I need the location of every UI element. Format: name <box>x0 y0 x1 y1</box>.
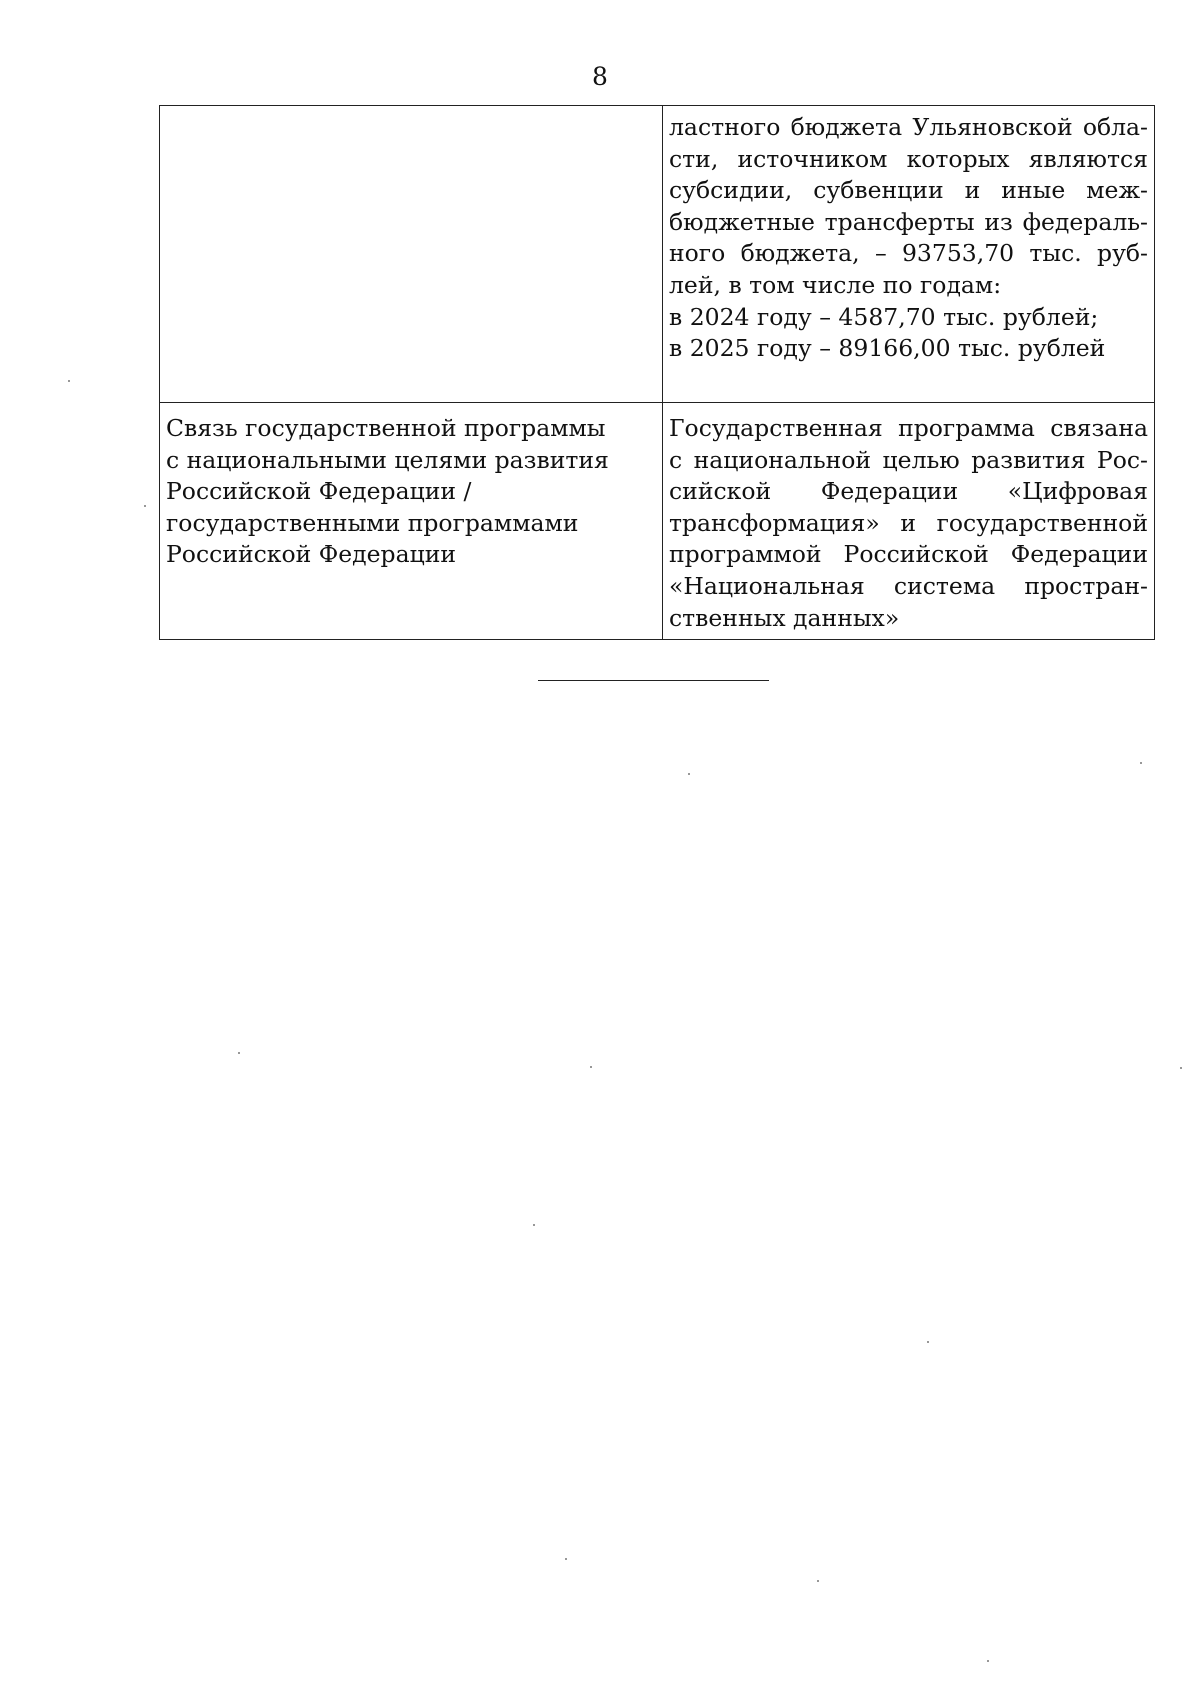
budget-text-line: ного бюджета, – 93753,70 тыс. руб- <box>669 239 1148 268</box>
label-line: с национальными целями развития <box>166 445 609 474</box>
label-line: Связь государственной программы <box>166 414 606 442</box>
goals-text-line: трансформация» и государственной <box>669 508 1148 537</box>
program-passport-table <box>159 105 1155 640</box>
page-number: 8 <box>592 62 608 91</box>
label-line: государственными программами <box>166 508 579 537</box>
budget-year-2024-line: в 2024 году – 4587,70 тыс. рублей; <box>669 302 1099 331</box>
scan-speck <box>1140 762 1142 764</box>
budget-text-line: ластного бюджета Ульяновской обла- <box>669 113 1148 141</box>
table-row-national-goals <box>160 403 1155 640</box>
scan-speck <box>68 380 70 382</box>
goals-text-line: сийской Федерации «Цифровая <box>669 477 1148 506</box>
budget-text-line: субсидии, субвенции и иные меж- <box>669 176 1148 205</box>
budget-text-line: сти, источником которых являются <box>669 144 1148 173</box>
scan-speck <box>144 505 146 507</box>
goals-text-line: Государственная программа связана <box>669 414 1148 442</box>
table-cell-budget-text <box>663 106 1155 403</box>
end-of-document-rule <box>538 680 769 681</box>
label-line: Российской Федерации <box>166 540 457 569</box>
scan-speck <box>688 773 690 775</box>
scan-speck <box>817 1580 819 1582</box>
scan-speck <box>533 1224 535 1226</box>
table-row-budget <box>160 106 1155 403</box>
goals-text-line: ственных данных» <box>669 603 900 632</box>
scan-speck <box>927 1341 929 1343</box>
goals-text-line: «Национальная система простран- <box>669 571 1148 600</box>
table-cell-national-goals-label <box>160 403 663 640</box>
scan-speck <box>238 1052 240 1054</box>
label-line: Российской Федерации / <box>166 477 472 506</box>
scan-speck <box>987 1660 989 1662</box>
budget-text-line: бюджетные трансферты из федераль- <box>669 207 1148 236</box>
goals-text-line: программой Российской Федерации <box>669 540 1148 569</box>
table-cell-national-goals-text <box>663 403 1155 640</box>
budget-year-2025-line: в 2025 году – 89166,00 тыс. рублей <box>669 334 1106 363</box>
scan-speck <box>1180 1067 1182 1069</box>
goals-text-line: с национальной целью развития Рос- <box>669 445 1148 474</box>
budget-text-line: лей, в том числе по годам: <box>669 270 1002 299</box>
scan-speck <box>590 1066 592 1068</box>
table-cell-label-empty <box>160 106 663 403</box>
scan-speck <box>565 1558 567 1560</box>
